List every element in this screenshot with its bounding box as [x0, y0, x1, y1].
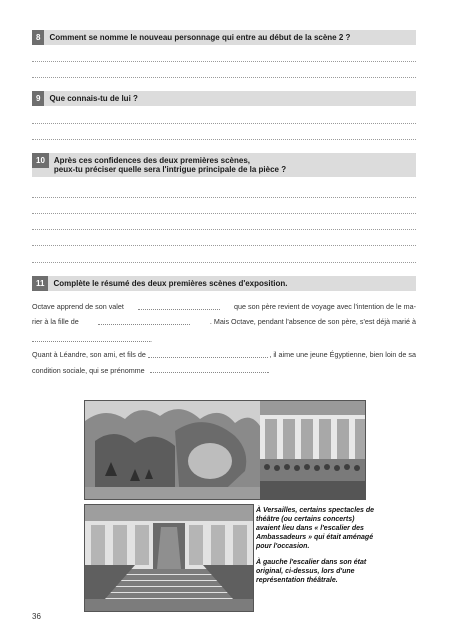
illustration-caption [256, 506, 376, 585]
page-number: 36 [32, 612, 41, 621]
question-text-line-1: Après ces confidences des deux premières scènes, [53, 156, 251, 165]
summary-paragraph-1: Octave apprend de son valet que son père revient de voyage avec l'intention de le ma- rier à la fille de . Mais Octave, pendant l'absence de son père, s'est déjà marié à . [32, 302, 416, 344]
staircase-engraving [84, 504, 254, 612]
caption-paragraph-1: À Versailles, certains spectacles de théâtre (ou certains concerts) avaient lieu dans « l'escalier des Ambassadeurs » qui était aménagé pour l'occasion. [256, 507, 375, 550]
answer-line[interactable] [32, 262, 416, 263]
answer-line[interactable] [32, 213, 416, 214]
question-9-header [32, 91, 416, 106]
answer-line[interactable] [32, 197, 416, 198]
question-11-header [32, 276, 416, 291]
question-text: Comment se nomme le nouveau personnage qui entre au début de la scène 2 ? [49, 33, 351, 42]
answer-line[interactable] [32, 229, 416, 230]
answer-line[interactable] [32, 123, 416, 124]
answer-line[interactable] [32, 139, 416, 140]
answer-line[interactable] [32, 77, 416, 78]
blank-leandre-father[interactable] [148, 350, 268, 358]
question-text-line-2: peux-tu préciser quelle sera l'intrigue principale de la pièce ? [53, 165, 287, 174]
question-number: 10 [32, 153, 49, 168]
question-number: 8 [32, 30, 44, 45]
answer-line[interactable] [32, 61, 416, 62]
blank-wife-name[interactable] [32, 334, 150, 342]
summary-paragraph-2: Quant à Léandre, son ami, et fils de , il aime une jeune Égyptienne, bien loin de sa condition sociale, qui se prénomme . [32, 350, 416, 375]
question-8-header [32, 30, 416, 45]
question-number: 11 [32, 276, 48, 291]
theatre-performance-engraving [84, 400, 366, 500]
question-10-header [32, 153, 416, 177]
caption-paragraph-2: À gauche l'escalier dans son état original, ci-dessus, lors d'une représentation théâtrale. [256, 559, 367, 584]
blank-father-name[interactable] [98, 317, 190, 325]
question-text: Complète le résumé des deux premières scènes d'exposition. [53, 279, 288, 288]
theatre-performance-drawing [85, 401, 365, 499]
blank-valet-name[interactable] [138, 302, 220, 310]
question-number: 9 [32, 91, 44, 106]
staircase-drawing [85, 505, 253, 611]
answer-line[interactable] [32, 245, 416, 246]
question-text: Que connais-tu de lui ? [49, 94, 138, 103]
blank-egyptian-name[interactable] [150, 365, 268, 373]
question-text [49, 153, 291, 177]
